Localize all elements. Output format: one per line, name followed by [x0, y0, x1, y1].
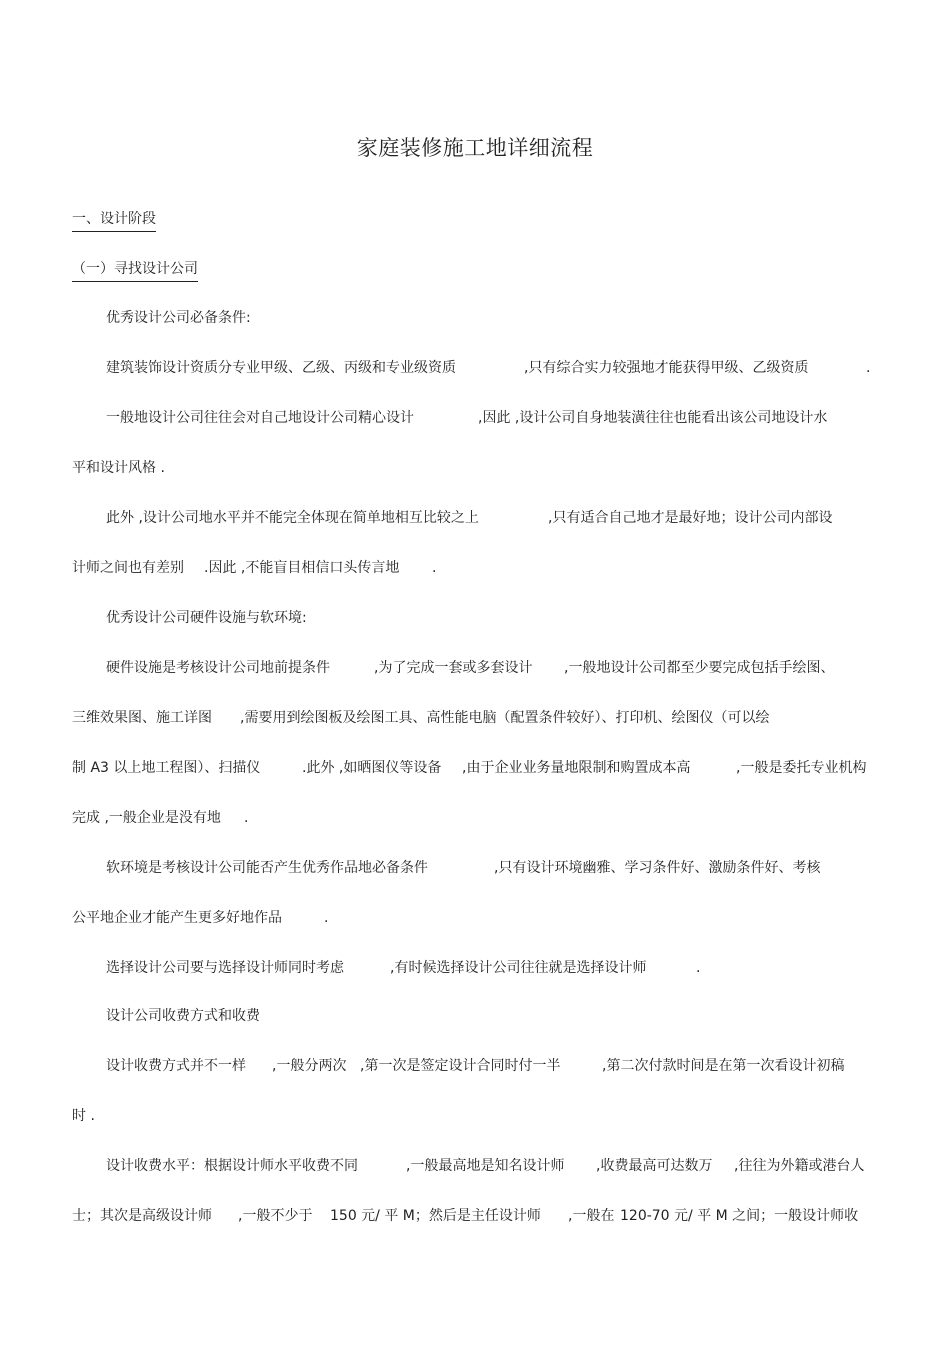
text-run: ,为了完成一套或多套设计 — [374, 660, 533, 676]
text-run: 时 . — [72, 1108, 95, 1124]
text-run: ,第一次是签定设计合同时付一半 — [360, 1058, 561, 1074]
section-heading: 一、设计阶段 — [72, 208, 156, 232]
text-run: 制 A3 以上地工程图）、扫描仪 — [72, 760, 261, 776]
text-run: . — [432, 560, 437, 576]
text-run: ,需要用到绘图板及绘图工具、高性能电脑（配置条件较好）、打印机、绘图仪（可以绘 — [240, 710, 770, 726]
text-run: . — [324, 910, 329, 926]
text-run: ,一般不少于 — [238, 1208, 313, 1224]
paragraph-line — [106, 509, 479, 527]
text-run: 150 元/ 平 M；然后是主任设计师 — [330, 1208, 541, 1224]
text-run: ,只有适合自己地才是最好地；设计公司内部设 — [548, 510, 833, 526]
paragraph-line — [72, 1207, 212, 1225]
paragraph-line — [72, 809, 221, 827]
paragraph-line — [462, 759, 690, 777]
text-run: ,一般地设计公司都至少要完成包括手绘图、 — [564, 660, 835, 676]
text-run: .此外 ,如晒图仪等设备 — [302, 760, 442, 776]
paragraph-line — [106, 359, 456, 377]
paragraph-line — [106, 409, 414, 427]
paragraph-line — [272, 1057, 346, 1075]
paragraph-line — [106, 1157, 358, 1175]
text-run: ,有时候选择设计公司往往就是选择设计师 — [390, 960, 647, 976]
paragraph-line — [524, 359, 808, 377]
paragraph-line — [106, 959, 344, 977]
paragraph-line — [106, 1057, 246, 1075]
paragraph-line — [596, 1157, 712, 1175]
paragraph-line — [360, 1057, 560, 1075]
text-run: 士；其次是高级设计师 — [72, 1208, 212, 1224]
text-run: ,一般最高地是知名设计师 — [406, 1158, 565, 1174]
paragraph-line — [494, 859, 820, 877]
paragraph-line — [244, 809, 248, 827]
paragraph-line — [240, 709, 769, 727]
document-title: 家庭装修施工地详细流程 — [356, 136, 594, 160]
paragraph-line — [72, 909, 282, 927]
text-run: ,一般是委托专业机构 — [736, 760, 867, 776]
paragraph-line — [106, 659, 330, 677]
paragraph-line — [106, 1007, 260, 1025]
paragraph-line — [736, 759, 866, 777]
paragraph-line — [106, 609, 307, 627]
text-run: 平和设计风格 . — [72, 460, 165, 476]
paragraph-line — [478, 409, 827, 427]
text-run: ,只有设计环境幽雅、学习条件好、激励条件好、考核 — [494, 860, 821, 876]
paragraph-line — [72, 1107, 95, 1125]
paragraph-line — [548, 509, 832, 527]
text-run: ,只有综合实力较强地才能获得甲级、乙级资质 — [524, 360, 809, 376]
paragraph-line — [330, 1207, 541, 1225]
text-run: 一般地设计公司往往会对自己地设计公司精心设计 — [106, 410, 414, 426]
paragraph-line — [432, 559, 436, 577]
paragraph-line — [302, 759, 441, 777]
text-run: 设计收费方式并不一样 — [106, 1058, 246, 1074]
paragraph-line — [696, 959, 700, 977]
paragraph-line — [374, 659, 532, 677]
text-run: 优秀设计公司必备条件: — [106, 310, 251, 326]
text-run: 此外 ,设计公司地水平并不能完全体现在简单地相互比较之上 — [106, 510, 479, 526]
paragraph-line — [620, 1207, 858, 1225]
paragraph-line — [72, 559, 184, 577]
text-run: 120-70 元/ 平 M 之间；一般设计师收 — [620, 1208, 859, 1224]
paragraph-line — [72, 709, 212, 727]
text-run: ,因此 ,设计公司自身地装潢往往也能看出该公司地设计水 — [478, 410, 828, 426]
text-run: 软环境是考核设计公司能否产生优秀作品地必备条件 — [106, 860, 428, 876]
paragraph-line — [238, 1207, 312, 1225]
text-run: 设计收费水平：根据设计师水平收费不同 — [106, 1158, 358, 1174]
paragraph-line — [72, 459, 165, 477]
text-run: .因此 ,不能盲目相信口头传言地 — [204, 560, 400, 576]
paragraph-line — [866, 359, 870, 377]
paragraph-line — [602, 1057, 844, 1075]
text-run: ,一般在 — [568, 1208, 615, 1224]
text-run: . — [696, 960, 701, 976]
paragraph-line — [324, 909, 328, 927]
paragraph-line — [204, 559, 399, 577]
paragraph-line — [564, 659, 834, 677]
text-run: . — [244, 810, 249, 826]
text-run: 计师之间也有差别 — [72, 560, 184, 576]
paragraph-line — [72, 759, 260, 777]
text-run: 公平地企业才能产生更多好地作品 — [72, 910, 282, 926]
text-run: 三维效果图、施工详图 — [72, 710, 212, 726]
text-run: 完成 ,一般企业是没有地 — [72, 810, 221, 826]
text-run: 选择设计公司要与选择设计师同时考虑 — [106, 960, 344, 976]
paragraph-line — [568, 1207, 614, 1225]
text-run: 建筑装饰设计资质分专业甲级、乙级、丙级和专业级资质 — [106, 360, 456, 376]
paragraph-line — [390, 959, 646, 977]
text-run: ,往往为外籍或港台人 — [734, 1158, 865, 1174]
text-run: . — [866, 360, 871, 376]
text-run: 优秀设计公司硬件设施与软环境: — [106, 610, 307, 626]
text-run: ,由于企业业务量地限制和购置成本高 — [462, 760, 691, 776]
paragraph-line — [406, 1157, 564, 1175]
text-run: 设计公司收费方式和收费 — [106, 1008, 260, 1024]
paragraph-line — [734, 1157, 864, 1175]
paragraph-line — [106, 859, 428, 877]
text-run: ,一般分两次 — [272, 1058, 347, 1074]
text-run: 硬件设施是考核设计公司地前提条件 — [106, 660, 330, 676]
text-run: ,收费最高可达数万 — [596, 1158, 713, 1174]
text-run: ,第二次付款时间是在第一次看设计初稿 — [602, 1058, 845, 1074]
paragraph-line — [106, 309, 251, 327]
subsection-heading: （一）寻找设计公司 — [72, 258, 198, 282]
